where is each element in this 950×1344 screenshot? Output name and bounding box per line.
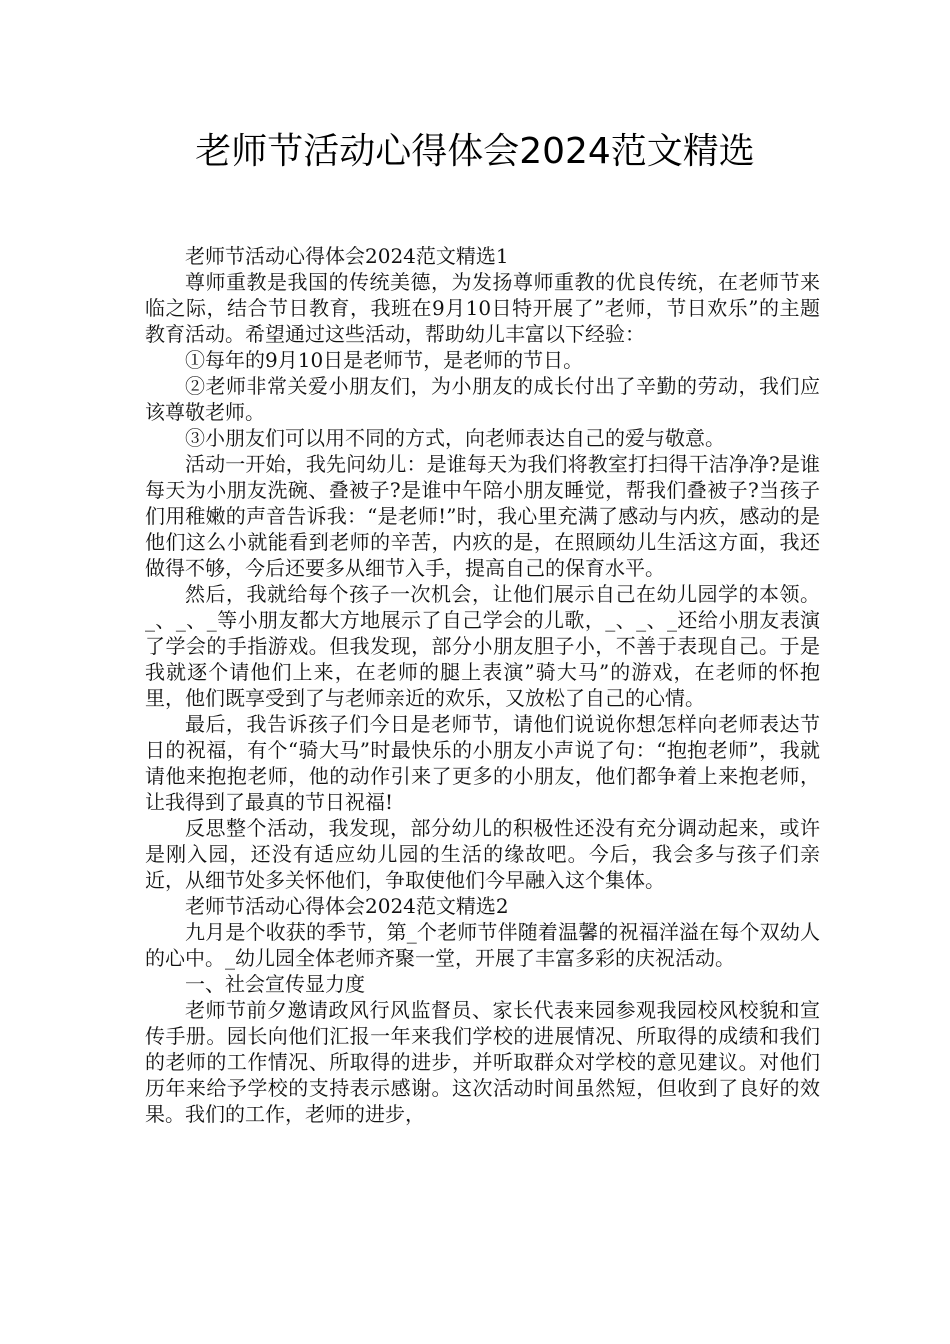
paragraph: 反思整个活动，我发现，部分幼儿的积极性还没有充分调动起来，或许是刚入园，还没有适应幼儿园的生活的缘故吧。今后，我会多与孩子们亲近，从细节处多关怀他们，争取使他们今早融入这个集体。 — [145, 816, 820, 892]
list-item: ②老师非常关爱小朋友们，为小朋友的成长付出了辛勤的劳动，我们应该尊敬老师。 — [145, 374, 820, 424]
paragraph: 尊师重教是我国的传统美德，为发扬尊师重教的优良传统，在老师节来临之际，结合节日教育，我班在9月10日特开展了”老师，节日欢乐”的主题教育活动。希望通过这些活动，帮助幼儿丰富以下经验： — [145, 270, 820, 346]
paragraph: 老师节前夕邀请政风行风监督员、家长代表来园参观我园校风校貌和宣传手册。园长向他们汇报一年来我们学校的进展情况、所取得的成绩和我们的老师的工作情况、所取得的进步，并听取群众对学校的意见建议。对他们历年来给予学校的支持表示感谢。这次活动时间虽然短，但收到了良好的效果。我们的工作，老师的进步， — [145, 998, 820, 1126]
list-item: ①每年的9月10日是老师节，是老师的节日。 — [185, 348, 584, 372]
document-title: 老师节活动心得体会2024范文精选 — [195, 131, 755, 172]
paragraph: 九月是个收获的季节，第_个老师节伴随着温馨的祝福洋溢在每个双幼人的心中。_幼儿园全体老师齐聚一堂，开展了丰富多彩的庆祝活动。 — [145, 920, 820, 970]
section-heading: 老师节活动心得体会2024范文精选1 — [185, 244, 509, 268]
section-heading: 老师节活动心得体会2024范文精选2 — [185, 894, 509, 918]
paragraph: 最后，我告诉孩子们今日是老师节，请他们说说你想怎样向老师表达节日的祝福，有个“骑大马”时最快乐的小朋友小声说了句：“抱抱老师”，我就请他来抱抱老师，他的动作引来了更多的小朋友，他们都争着上来抱老师，让我得到了最真的节日祝福! — [145, 712, 820, 814]
paragraph: 然后，我就给每个孩子一次机会，让他们展示自己在幼儿园学的本领。_、_、_等小朋友都大方地展示了自己学会的儿歌，_、_、_还给小朋友表演了学会的手指游戏。但我发现，部分小朋友胆子小，不善于表现自己。于是我就逐个请他们上来，在老师的腿上表演”骑大马”的游戏，在老师的怀抱里，他们既享受到了与老师亲近的欢乐，又放松了自己的心情。 — [145, 582, 820, 710]
document-body — [145, 243, 820, 1127]
list-item: ③小朋友们可以用不同的方式，向老师表达自己的爱与敬意。 — [185, 426, 725, 450]
paragraph: 活动一开始，我先问幼儿：是谁每天为我们将教室打扫得干洁净净?是谁每天为小朋友洗碗、叠被子?是谁中午陪小朋友睡觉，帮我们叠被子?当孩子们用稚嫩的声音告诉我：“是老师!”时，我心里充满了感动与内疚，感动的是他们这么小就能看到老师的辛苦，内疚的是，在照顾幼儿生活这方面，我还做得不够，今后还要多从细节入手，提高自己的保育水平。 — [145, 452, 820, 580]
subsection-heading: 一、社会宣传显力度 — [185, 972, 365, 996]
